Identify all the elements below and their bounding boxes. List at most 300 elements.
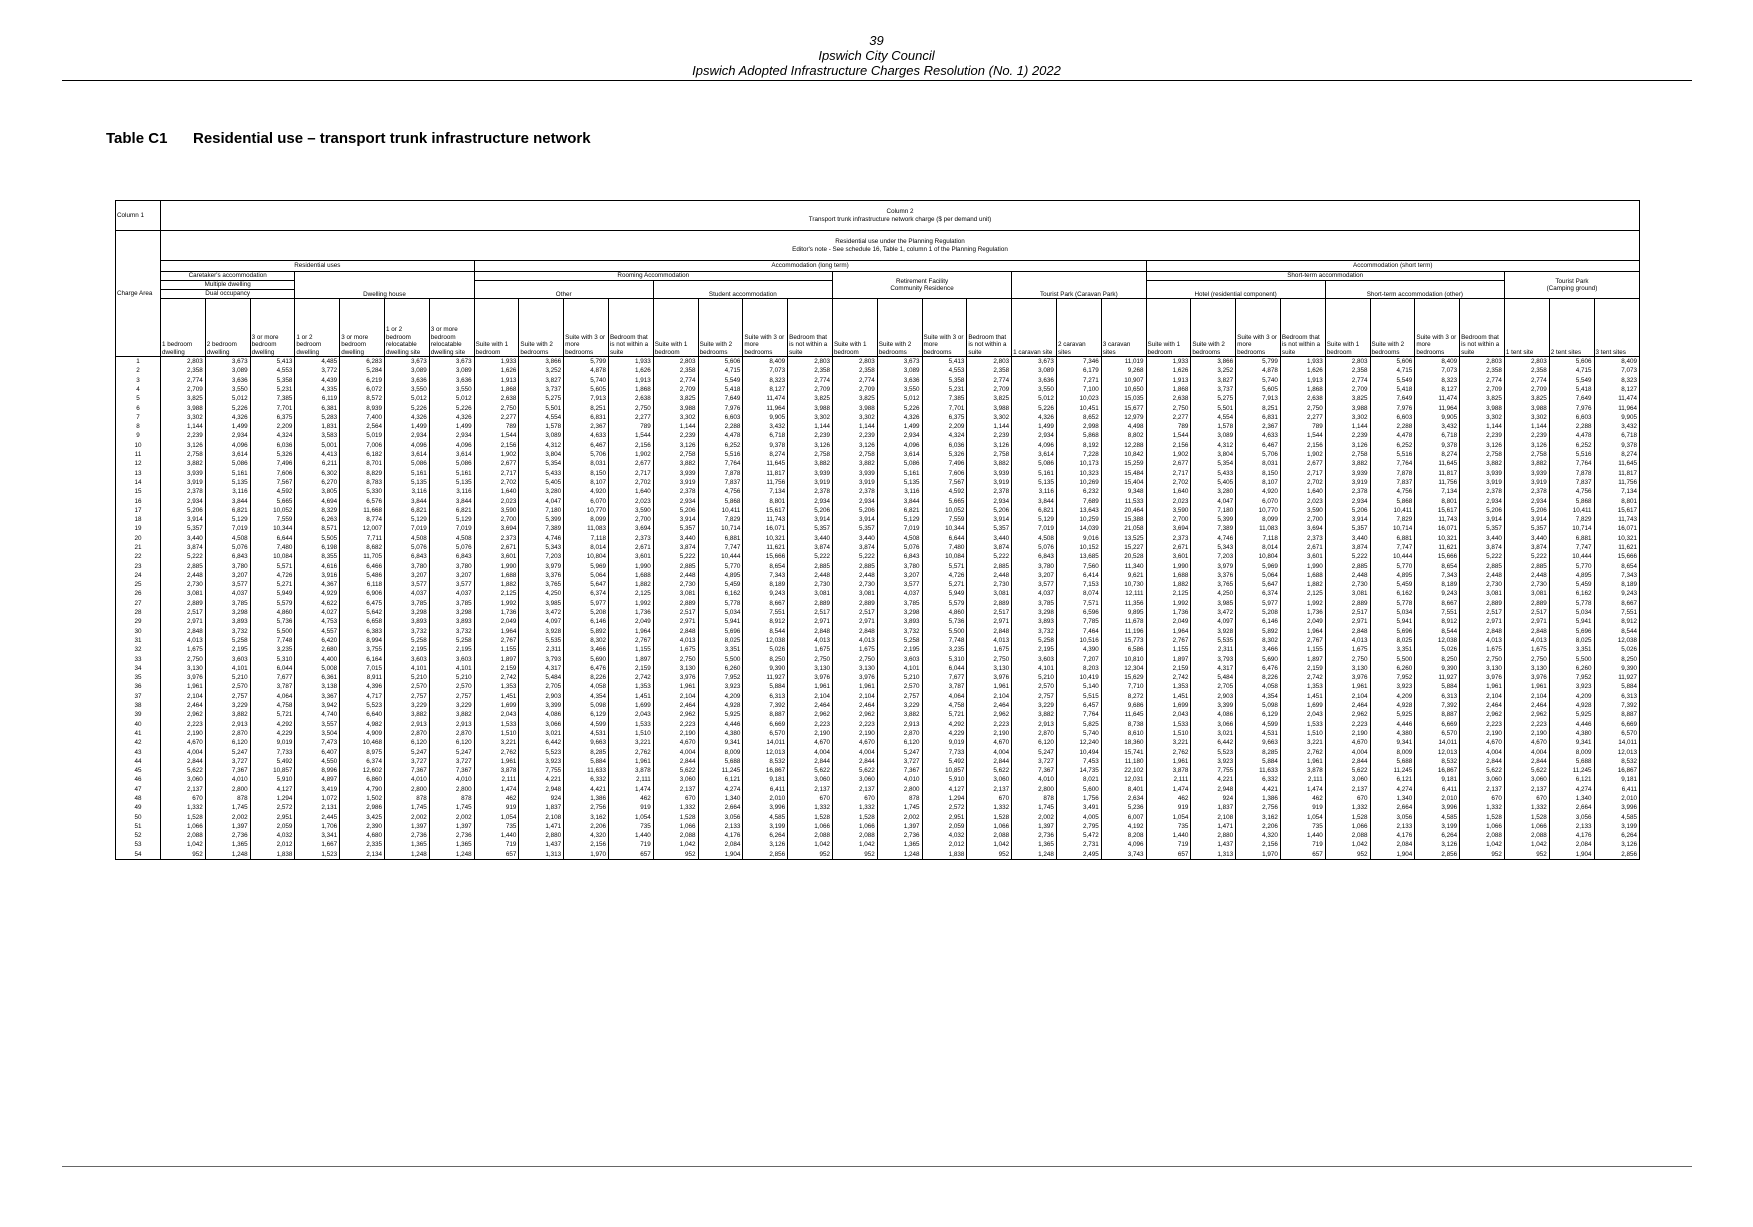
charge-area-cell: 15 (116, 487, 161, 496)
charge-cell: 3,787 (250, 682, 295, 691)
charge-cell: 8,887 (1594, 710, 1640, 719)
charge-cell: 4,670 (832, 738, 877, 747)
charge-cell: 3,919 (1325, 478, 1370, 487)
charge-cell: 3,302 (653, 413, 698, 422)
charge-cell: 1,510 (608, 729, 653, 738)
charge-cell: 1,054 (474, 813, 519, 822)
charge-cell: 2,702 (1146, 478, 1191, 487)
charge-cell: 4,101 (429, 664, 474, 673)
charge-cell: 4,694 (295, 496, 340, 505)
charge-cell: 3,882 (205, 710, 250, 719)
charge-cell: 5,236 (1101, 803, 1146, 812)
charge-cell: 5,418 (1549, 385, 1594, 394)
charge-cell: 3,440 (788, 534, 833, 543)
charge-cell: 2,870 (205, 729, 250, 738)
charge-cell: 919 (474, 803, 519, 812)
charge-cell: 15,741 (1101, 747, 1146, 756)
charge-cell: 2,803 (161, 357, 206, 367)
charge-cell: 2,800 (429, 785, 474, 794)
charge-cell: 4,013 (161, 636, 206, 645)
charge-area-cell: 51 (116, 822, 161, 831)
charge-cell: 5,500 (698, 655, 743, 664)
charge-cell: 6,603 (1370, 413, 1415, 422)
charge-cell: 5,622 (1504, 766, 1549, 775)
charge-cell: 3,780 (1012, 562, 1057, 571)
charge-cell: 5,019 (340, 431, 385, 440)
charge-cell: 2,288 (1370, 422, 1415, 431)
charge-cell: 7,976 (1549, 403, 1594, 412)
charge-cell: 8,099 (564, 515, 609, 524)
charge-cell: 8,285 (1236, 747, 1281, 756)
charge-area-cell: 42 (116, 738, 161, 747)
charge-cell: 2,730 (161, 580, 206, 589)
charge-cell: 7,385 (922, 394, 967, 403)
charge-cell: 1,440 (1280, 831, 1325, 840)
charge-cell: 10,857 (922, 766, 967, 775)
charge-cell: 7,228 (1056, 450, 1101, 459)
charge-cell: 12,038 (1415, 636, 1460, 645)
charge-cell: 2,934 (1504, 496, 1549, 505)
charge-cell: 4,400 (295, 655, 340, 664)
charge-cell: 4,670 (653, 738, 698, 747)
charge-cell: 6,831 (1236, 413, 1281, 422)
charge-cell: 8,667 (743, 599, 788, 608)
charge-cell: 3,066 (519, 720, 564, 729)
charge-cell: 2,002 (1012, 813, 1057, 822)
charge-cell: 10,842 (1101, 450, 1146, 459)
charge-cell: 1,042 (1504, 840, 1549, 849)
charge-cell: 8,127 (1594, 385, 1640, 394)
charge-cell: 4,096 (384, 441, 429, 450)
charge-cell: 5,226 (1012, 403, 1057, 412)
charge-cell: 8,251 (564, 403, 609, 412)
charge-cell: 3,765 (519, 580, 564, 589)
charge-cell: 10,907 (1101, 376, 1146, 385)
charge-area-cell: 20 (116, 534, 161, 543)
charge-cell: 3,939 (1504, 469, 1549, 478)
charge-cell: 5,492 (922, 757, 967, 766)
charge-cell: 5,140 (1056, 682, 1101, 691)
charge-cell: 1,640 (608, 487, 653, 496)
charge-cell: 1,294 (922, 794, 967, 803)
charge-cell: 11,668 (340, 506, 385, 515)
charge-cell: 9,341 (698, 738, 743, 747)
charge-cell: 3,021 (1191, 729, 1236, 738)
charge-cell: 3,893 (205, 617, 250, 626)
charge-cell: 5,357 (1504, 524, 1549, 533)
charge-cell: 8,572 (340, 394, 385, 403)
charge-cell: 7,134 (1415, 487, 1460, 496)
charge-cell: 4,633 (564, 431, 609, 440)
charge-cell: 2,311 (1191, 645, 1236, 654)
charge-cell: 1,838 (250, 850, 295, 860)
charge-cell: 5,770 (1370, 562, 1415, 571)
charge-cell: 6,036 (922, 441, 967, 450)
charge-cell: 1,474 (1280, 785, 1325, 794)
charge-cell: 7,649 (698, 394, 743, 403)
charge-cell: 6,118 (340, 580, 385, 589)
charge-cell: 6,381 (295, 403, 340, 412)
table-row (116, 655, 1640, 664)
charge-cell: 4,715 (1370, 366, 1415, 375)
charge-cell: 5,484 (519, 673, 564, 682)
charge-cell: 3,207 (877, 571, 922, 580)
charge-cell: 2,774 (788, 376, 833, 385)
charge-cell: 5,129 (429, 515, 474, 524)
charge-cell: 3,590 (608, 506, 653, 515)
charge-cell: 2,104 (967, 692, 1012, 701)
charge-cell: 6,476 (1236, 664, 1281, 673)
charge-cell: 3,673 (384, 357, 429, 367)
charge-cell: 7,764 (1370, 459, 1415, 468)
charge-cell: 6,669 (743, 720, 788, 729)
charge-cell: 1,042 (1460, 840, 1505, 849)
charge-cell: 5,258 (384, 636, 429, 645)
charge-cell: 1,499 (877, 422, 922, 431)
charge-cell: 5,500 (1370, 655, 1415, 664)
charge-cell: 2,156 (1146, 441, 1191, 450)
charge-cell: 11,356 (1101, 599, 1146, 608)
charge-cell: 5,516 (1370, 450, 1415, 459)
charge-cell: 4,013 (653, 636, 698, 645)
charge-cell: 4,726 (250, 571, 295, 580)
charge-cell: 10,444 (1549, 552, 1594, 561)
charge-cell: 4,326 (877, 413, 922, 422)
charge-cell: 5,206 (832, 506, 877, 515)
charge-cell: 3,878 (1280, 766, 1325, 775)
charge-cell: 4,312 (519, 441, 564, 450)
charge-cell: 3,081 (1325, 589, 1370, 598)
charge-cell: 2,223 (161, 720, 206, 729)
charge-cell: 2,889 (832, 599, 877, 608)
charge-cell: 7,755 (1191, 766, 1236, 775)
charge-cell: 3,472 (519, 608, 564, 617)
charge-cell: 2,730 (832, 580, 877, 589)
charge-cell: 2,664 (1370, 803, 1415, 812)
charge-cell: 2,762 (1146, 747, 1191, 756)
charge-cell: 1,066 (1504, 822, 1549, 831)
charge-cell: 7,878 (1549, 469, 1594, 478)
charge-cell: 11,474 (1594, 394, 1640, 403)
charge-cell: 21,058 (1101, 524, 1146, 533)
charge-cell: 2,767 (1280, 636, 1325, 645)
charge-cell: 7,711 (340, 534, 385, 543)
charge-cell: 2,844 (1460, 757, 1505, 766)
table-row (116, 813, 1640, 822)
charge-cell: 2,664 (1549, 803, 1594, 812)
charge-cell: 5,310 (922, 655, 967, 664)
charge-cell: 2,962 (161, 710, 206, 719)
charge-cell: 5,034 (1370, 608, 1415, 617)
charge-cell: 3,126 (1325, 441, 1370, 450)
charge-cell: 2,934 (788, 496, 833, 505)
charge-cell: 878 (429, 794, 474, 803)
charge-cell: 1,499 (384, 422, 429, 431)
charge-cell: 8,274 (743, 450, 788, 459)
charge-cell: 4,229 (250, 729, 295, 738)
charge-cell: 6,070 (1236, 496, 1281, 505)
charge-cell: 4,326 (1012, 413, 1057, 422)
charge-cell: 3,976 (1504, 673, 1549, 682)
charge-cell: 1,248 (429, 850, 474, 860)
charge-cell: 5,357 (1325, 524, 1370, 533)
charge-cell: 2,934 (1012, 431, 1057, 440)
charge-cell: 9,181 (1415, 775, 1460, 784)
charge-cell: 8,150 (564, 469, 609, 478)
charge-cell: 3,825 (1504, 394, 1549, 403)
charge-cell: 11,743 (743, 515, 788, 524)
charge-cell: 3,882 (1012, 710, 1057, 719)
charge-cell: 1,386 (564, 794, 609, 803)
charge-cell: 8,150 (1236, 469, 1281, 478)
charge-cell: 1,155 (1146, 645, 1191, 654)
charge-cell: 4,860 (922, 608, 967, 617)
charge-cell: 3,874 (161, 543, 206, 552)
charge-cell: 5,330 (340, 487, 385, 496)
charge-cell: 7,100 (1056, 385, 1101, 394)
charge-cell: 952 (832, 850, 877, 860)
charge-cell: 7,453 (1056, 757, 1101, 766)
charge-cell: 6,332 (1236, 775, 1281, 784)
charge-cell: 5,606 (1370, 357, 1415, 367)
charge-cell: 7,389 (519, 524, 564, 533)
charge-cell: 3,419 (295, 785, 340, 794)
charge-cell: 3,732 (384, 627, 429, 636)
table-row (116, 701, 1640, 710)
charge-cell: 5,161 (205, 469, 250, 478)
charge-cell: 3,939 (653, 469, 698, 478)
charge-cell: 6,252 (698, 441, 743, 450)
charge-cell: 5,484 (1191, 673, 1236, 682)
charge-cell: 1,868 (1280, 385, 1325, 394)
charge-cell: 3,130 (788, 664, 833, 673)
charge-cell: 2,913 (429, 720, 474, 729)
charge-cell: 1,699 (1146, 701, 1191, 710)
charge-cell: 4,096 (877, 441, 922, 450)
table-row (116, 775, 1640, 784)
charge-cell: 2,848 (161, 627, 206, 636)
charge-area-cell: 30 (116, 627, 161, 636)
table-row (116, 478, 1640, 487)
charge-cell: 3,914 (1460, 515, 1505, 524)
charge-cell: 789 (1280, 422, 1325, 431)
charge-cell: 3,825 (1325, 394, 1370, 403)
charge-cell: 5,222 (788, 552, 833, 561)
charge-cell: 3,988 (832, 403, 877, 412)
charge-cell: 3,919 (161, 478, 206, 487)
charge-cell: 2,677 (1280, 459, 1325, 468)
charge-cell: 2,223 (1325, 720, 1370, 729)
charge-cell: 3,893 (1012, 617, 1057, 626)
charge-cell: 1,961 (608, 757, 653, 766)
charge-cell: 1,066 (832, 822, 877, 831)
charge-cell: 7,480 (922, 543, 967, 552)
charge-cell: 4,004 (1325, 747, 1370, 756)
charge-cell: 3,844 (205, 496, 250, 505)
charge-cell: 5,161 (429, 469, 474, 478)
charge-cell: 4,096 (205, 441, 250, 450)
charge-cell: 15,666 (1415, 552, 1460, 561)
charge-cell: 3,874 (832, 543, 877, 552)
charge-cell: 3,060 (1460, 775, 1505, 784)
charge-cell: 4,335 (295, 385, 340, 394)
charge-cell: 7,837 (698, 478, 743, 487)
charge-cell: 1,397 (877, 822, 922, 831)
charge-cell: 5,505 (295, 534, 340, 543)
charge-cell: 4,047 (519, 496, 564, 505)
charge-cell: 5,486 (340, 571, 385, 580)
charge-area-cell: 36 (116, 682, 161, 691)
charge-cell: 1,640 (474, 487, 519, 496)
charge-cell: 8,544 (1594, 627, 1640, 636)
charge-cell: 3,976 (1460, 673, 1505, 682)
charge-cell: 4,317 (519, 664, 564, 673)
charge-cell: 1,745 (1012, 803, 1057, 812)
charge-cell: 4,446 (1370, 720, 1415, 729)
charge-cell: 1,248 (384, 850, 429, 860)
charge-cell: 1,626 (474, 366, 519, 375)
charge-cell: 5,605 (564, 385, 609, 394)
charge-cell: 5,884 (1236, 757, 1281, 766)
charge-cell: 1,992 (1280, 599, 1325, 608)
charge-cell: 8,025 (1549, 636, 1594, 645)
charge-cell: 3,162 (564, 813, 609, 822)
charge-cell: 1,451 (1146, 692, 1191, 701)
column-label: Suite with 1 bedroom (832, 299, 877, 357)
charge-cell: 2,762 (1280, 747, 1325, 756)
table-row (116, 692, 1640, 701)
charge-cell: 9,341 (1370, 738, 1415, 747)
charge-cell: 2,223 (788, 720, 833, 729)
charge-cell: 3,882 (967, 459, 1012, 468)
charge-area-cell: 19 (116, 524, 161, 533)
charge-cell: 2,986 (340, 803, 385, 812)
charge-cell: 1,332 (788, 803, 833, 812)
charge-cell: 2,190 (1460, 729, 1505, 738)
column-label: Suite with 2 bedrooms (877, 299, 922, 357)
charge-cell: 3,882 (653, 459, 698, 468)
charge-cell: 2,730 (967, 580, 1012, 589)
charge-cell: 2,742 (474, 673, 519, 682)
charge-cell: 2,277 (474, 413, 519, 422)
charge-cell: 15,227 (1101, 543, 1146, 552)
charge-cell: 2,156 (564, 840, 609, 849)
charge-cell: 3,060 (832, 775, 877, 784)
charge-cell: 2,767 (608, 636, 653, 645)
charge-cell: 4,758 (250, 701, 295, 710)
charge-cell: 5,129 (384, 515, 429, 524)
charge-cell: 4,274 (1370, 785, 1415, 794)
charge-cell: 2,758 (653, 450, 698, 459)
charge-cell: 5,665 (922, 496, 967, 505)
charge-cell: 1,066 (788, 822, 833, 831)
charge-cell: 1,544 (1146, 431, 1191, 440)
charge-cell: 6,906 (340, 589, 385, 598)
charge-cell: 11,645 (743, 459, 788, 468)
charge-cell: 12,288 (1101, 441, 1146, 450)
charge-cell: 5,523 (519, 747, 564, 756)
column-label: Suite with 2 bedrooms (1191, 299, 1236, 357)
charge-cell: 2,730 (1325, 580, 1370, 589)
charge-cell: 7,343 (743, 571, 788, 580)
charge-cell: 4,895 (1549, 571, 1594, 580)
charge-cell: 2,088 (1460, 831, 1505, 840)
charge-cell: 1,248 (205, 850, 250, 860)
charge-cell: 2,758 (1504, 450, 1549, 459)
charge-cell: 2,702 (608, 478, 653, 487)
charge-cell: 4,058 (564, 682, 609, 691)
charge-cell: 10,444 (1370, 552, 1415, 561)
charge-cell: 8,654 (1594, 562, 1640, 571)
column-label: Suite with 1 bedroom (1325, 299, 1370, 357)
charge-cell: 5,413 (922, 357, 967, 367)
charge-cell: 2,951 (250, 813, 295, 822)
charge-cell: 12,979 (1101, 413, 1146, 422)
charge-cell: 4,756 (1370, 487, 1415, 496)
charge-cell: 4,004 (161, 747, 206, 756)
charge-cell: 11,180 (1101, 757, 1146, 766)
charge-cell: 7,733 (922, 747, 967, 756)
charge-cell: 4,101 (205, 664, 250, 673)
charge-cell: 8,667 (1415, 599, 1460, 608)
charge-cell: 5,535 (519, 636, 564, 645)
charge-cell: 5,076 (1012, 543, 1057, 552)
charge-cell: 3,825 (1460, 394, 1505, 403)
charge-cell: 7,689 (1056, 496, 1101, 505)
table-row (116, 534, 1640, 543)
charge-cell: 4,746 (1191, 534, 1236, 543)
charge-cell: 7,153 (1056, 580, 1101, 589)
charge-cell: 3,235 (250, 645, 295, 654)
charge-cell: 8,226 (564, 673, 609, 682)
charge-cell: 1,510 (1146, 729, 1191, 738)
charge-cell: 5,696 (698, 627, 743, 636)
charge-cell: 5,721 (922, 710, 967, 719)
charge-cell: 6,843 (1012, 552, 1057, 561)
charge-cell: 1,913 (474, 376, 519, 385)
charge-cell: 3,614 (1012, 450, 1057, 459)
charge-cell: 9,341 (1549, 738, 1594, 747)
table-row (116, 803, 1640, 812)
charge-cell: 4,013 (1460, 636, 1505, 645)
charge-cell: 1,332 (1504, 803, 1549, 812)
charge-cell: 5,226 (384, 403, 429, 412)
charge-cell: 1,990 (1280, 562, 1325, 571)
charge-cell: 6,374 (564, 589, 609, 598)
charge-cell: 4,413 (295, 450, 340, 459)
charge-cell: 12,602 (340, 766, 385, 775)
charge-cell: 5,226 (877, 403, 922, 412)
charge-cell: 15,677 (1101, 403, 1146, 412)
charge-cell: 7,952 (1370, 673, 1415, 682)
charge-cell: 8,329 (295, 506, 340, 515)
charge-cell: 4,446 (698, 720, 743, 729)
charge-cell: 878 (877, 794, 922, 803)
charge-cell: 1,397 (205, 822, 250, 831)
charge-cell: 7,118 (564, 534, 609, 543)
charge-cell: 2,156 (1236, 840, 1281, 849)
charge-cell: 6,121 (1549, 775, 1594, 784)
charge-cell: 2,239 (967, 431, 1012, 440)
charge-cell: 3,874 (1325, 543, 1370, 552)
charge-cell: 2,889 (653, 599, 698, 608)
charge-cell: 5,706 (564, 450, 609, 459)
charge-cell: 2,885 (653, 562, 698, 571)
charge-cell: 11,927 (743, 673, 788, 682)
charge-cell: 4,860 (250, 608, 295, 617)
charge-cell: 3,985 (519, 599, 564, 608)
charge-cell: 10,770 (1236, 506, 1281, 515)
